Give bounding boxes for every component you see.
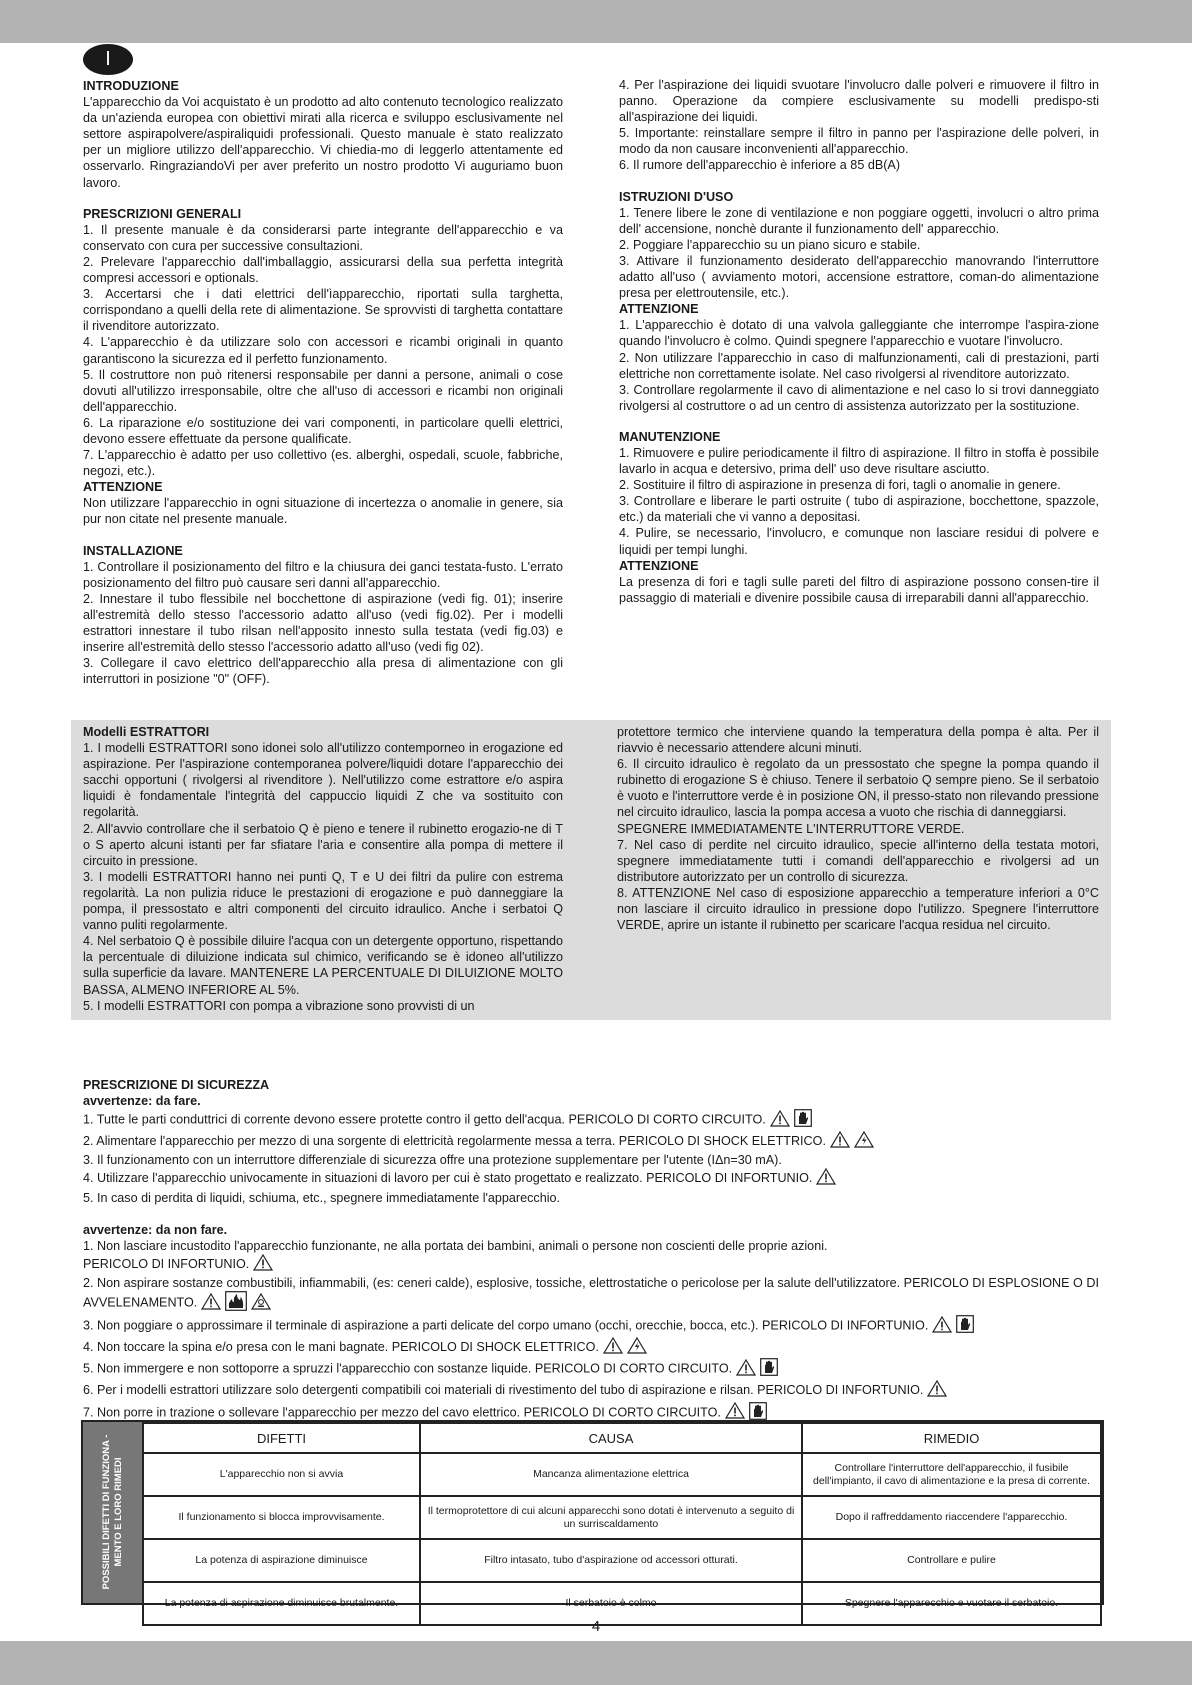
- table-row: [143, 1496, 1101, 1539]
- warning-icon: [201, 1293, 221, 1314]
- paragraph: 4. Nel serbatoio Q è possibile diluire l'acqua con un detergente opportuno, rispettando la percentuale di diluizione indicata sul chimico, verificando se è idoneo all'utilizzo sulla superficie da lavare. MANTENERE LA PERCENTUALE DI DILUIZIONE MOLTO BASSA, ALMENO INFERIORE AL 5%.: [83, 934, 563, 997]
- paragraph: 2. Non utilizzare l'apparecchio in caso di malfunzionamenti, cali di prestazioni, parti elettriche non correttamente isolate. Nel caso rivolgersi al rivenditore autorizzato.: [619, 350, 1099, 381]
- table-cell: Spegnere l'apparecchio e vuotare il serbatoio.: [802, 1582, 1101, 1625]
- paragraph: 1. L'apparecchio è dotato di una valvola galleggiante che interrompe l'aspira-zione quando l'involucro è colmo. Quindi spegnere l'apparecchio e vuotare l'involucro.: [619, 318, 1099, 349]
- warning-icon: [816, 1168, 836, 1189]
- table-cell: Dopo il raffreddamento riaccendere l'apparecchio.: [802, 1496, 1101, 1539]
- table-side-text: POSSIBILI DIFETTI DI FUNZIONA - MENTO E LORO RIMEDI: [101, 1434, 124, 1590]
- header-difetti: DIFETTI: [143, 1423, 420, 1453]
- table-cell: Filtro intasato, tubo d'aspirazione od accessori otturati.: [420, 1539, 802, 1582]
- paragraph: La presenza di fori e tagli sulle pareti del filtro di aspirazione possono consen-tire il passaggio di materiali e divenire possibile causa di irreparabili danni all'apparecchio.: [619, 574, 1099, 605]
- defects-table: [81, 1420, 1104, 1609]
- safety-item: [83, 1315, 1113, 1337]
- paragraph: SPEGNERE IMMEDIATAMENTE L'INTERRUTTORE VERDE.: [617, 821, 965, 836]
- defects-grid: [142, 1422, 1102, 1626]
- warning-icon: [770, 1110, 790, 1131]
- section-heading: Modelli ESTRATTORI: [83, 725, 210, 739]
- paragraph: 2. Innestare il tubo flessibile nel bocchettone di aspirazione (vedi fig. 01); inserire all'estremità dello stesso l'accessorio adatto all'uso (vedi fig.02). Per i modelli estrattori innestare il tubo rilsan nell'apposito innesto sulla testata (vedi fig.03) e inserire all'estremità dello stesso l'accessorio adatto all'uso (vedi fig 02).: [83, 591, 563, 655]
- paragraph: 2. Poggiare l'apparecchio su un piano sicuro e stabile.: [619, 237, 921, 252]
- safety-item-text: 1. Tutte le parti conduttrici di corrente devono essere protette contro il getto dell'acqua. PERICOLO DI CORTO CIRCUITO.: [83, 1112, 766, 1127]
- paragraph: 6. Il circuito idraulico è regolato da un pressostato che spegne la pompa quando il rubinetto di erogazione S è chiuso. Tenere il serbatoio Q sempre pieno. Se il serbatoio è vuoto e l'interruttore verde è in posizione ON, il presso-stato non rilevando pressione nel circuito idraulico, lascia la pompa accesa a vuoto che rischia di danneggiarsi.: [617, 757, 1099, 820]
- table-cell: Il termoprotettore di cui alcuni apparecchi sono dotati è intervenuto a seguito di un surriscaldamento: [420, 1496, 802, 1539]
- safety-item: [83, 1168, 1113, 1189]
- section-gap: [83, 528, 563, 543]
- safety-item: [83, 1358, 1113, 1380]
- safety-item-text: 7. Non porre in trazione o sollevare l'apparecchio per mezzo del cavo elettrico. PERICOLO DI CORTO CIRCUITO.: [83, 1404, 721, 1419]
- safety-item: [83, 1238, 1113, 1254]
- header-causa: CAUSA: [420, 1423, 802, 1453]
- table-cell: L'apparecchio non si avvia: [143, 1453, 420, 1496]
- safety-item: [83, 1190, 1113, 1206]
- do-heading: avvertenze: da fare.: [83, 1094, 201, 1109]
- safety-item: [83, 1275, 1113, 1315]
- table-row: [143, 1453, 1101, 1496]
- hand-icon: [956, 1315, 974, 1337]
- safety-item-text: 2. Non aspirare sostanze combustibili, infiammabili, (es: ceneri calde), esplosive, tossiche, elettrostatiche o pericolose per la salute dell'utilizzatore. PERICOLO DI ESPLOSIONE O DI AVVELENAMENTO.: [83, 1275, 1099, 1310]
- section-gap: [619, 414, 1099, 429]
- paragraph: 6. Il rumore dell'apparecchio è inferiore a 85 dB(A): [619, 158, 901, 173]
- paragraph: 6. La riparazione e/o sostituzione dei vari componenti, in particolare quelli elettrici, devono essere effettuate da persone qualificate.: [83, 415, 563, 446]
- safety-item-text: PERICOLO DI INFORTUNIO.: [83, 1256, 250, 1271]
- safety-item-text: 6. Per i modelli estrattori utilizzare solo detergenti compatibili coi materiali di rivestimento del tubo di aspirazione e rilsan. PERICOLO DI INFORTUNIO.: [83, 1383, 924, 1398]
- safety-title: PRESCRIZIONE DI SICUREZZA: [83, 1078, 270, 1092]
- attention-heading: ATTENZIONE: [619, 558, 699, 573]
- paragraph: Non utilizzare l'apparecchio in ogni situazione di incertezza o anomalie in genere, sia pur non citate nel presente manuale.: [83, 496, 563, 527]
- safety-item-text: 5. In caso di perdita di liquidi, schiuma, etc., spegnere immediatamente l'apparecchio.: [83, 1190, 561, 1205]
- safety-item: [83, 1152, 1113, 1168]
- warning-icon: [932, 1316, 952, 1337]
- section-heading: PRESCRIZIONI GENERALI: [83, 206, 242, 221]
- electric-icon: [627, 1337, 647, 1358]
- extractor-left-column: [83, 724, 563, 1014]
- do-list: [83, 1109, 1113, 1205]
- section-heading: ISTRUZIONI D'USO: [619, 189, 734, 204]
- safety-item: [83, 1337, 1113, 1358]
- safety-item-text: 5. Non immergere e non sottoporre a spruzzi l'apparecchio con sostanze liquide. PERICOLO DI CORTO CIRCUITO.: [83, 1361, 733, 1376]
- safety-item: [83, 1254, 1113, 1275]
- table-row: [143, 1539, 1101, 1582]
- paragraph: 5. Il costruttore non può ritenersi responsabile per danni a persone, animali o cose dovuti all'utilizzo irresponsabile, oltre che all'uso di accessori e ricambi non originali dell'apparecchio.: [83, 367, 563, 414]
- warning-icon: [603, 1337, 623, 1358]
- paragraph: 2. Prelevare l'apparecchio dall'imballaggio, assicurarsi della sua perfetta integrità compresi accessori e optionals.: [83, 254, 563, 286]
- paragraph: 3. Attivare il funzionamento desiderato dell'apparecchio manovrando l'interruttore adatto all'uso ( avviamento motori, accensione estrattore, coman-do alimentazione presa per elettroutensile, etc.).: [619, 253, 1099, 301]
- paragraph: 7. Nel caso di perdite nel circuito idraulico, specie all'interno della testata motori, spegnere immediatamente tutti i comandi dell'apparecchio e rivolgersi ad un distributore autorizzato per un controllo di sicurezza.: [617, 837, 1099, 884]
- paragraph: 3. I modelli ESTRATTORI hanno nei punti Q, T e U dei filtri da pulire con estrema regolarità. La non pulizia riduce le prestazioni di erogazione e può danneggiare la pompa, il pressostato e altri componenti del circuito idraulico. Anche i serbatoi Q vanno puliti regolarmente.: [83, 869, 563, 933]
- safety-item: [83, 1131, 1113, 1152]
- safety-item-text: 4. Utilizzare l'apparecchio univocamente in situazioni di lavoro per cui è stato progettato e realizzato. PERICOLO DI INFORTUNIO.: [83, 1171, 813, 1186]
- section-gap: [619, 174, 1099, 189]
- safety-item-text: 2. Alimentare l'apparecchio per mezzo di una sorgente di elettricità regolarmente messa a terra. PERICOLO DI SHOCK ELETTRICO.: [83, 1134, 826, 1149]
- paragraph: 7. L'apparecchio è adatto per uso collettivo (es. alberghi, ospedali, scuole, fabbriche, negozi, etc.).: [83, 448, 563, 479]
- safety-item-text: 3. Non poggiare o approssimare il terminale di aspirazione a parti delicate del corpo umano (occhi, orecchie, bocca, etc.). PERICOLO DI INFORTUNIO.: [83, 1318, 929, 1333]
- paragraph: 4. Per l'aspirazione dei liquidi svuotare l'involucro dalle polveri e rimuovere il filtro in panno. Operazione da compiere esclusivamente su modelli predispo-sti all'aspirazione dei liquidi.: [619, 78, 1099, 125]
- safety-section: [83, 1077, 1113, 1424]
- page-number: 4: [591, 1618, 601, 1635]
- paragraph: 1. Rimuovere e pulire periodicamente il filtro di aspirazione. Il filtro in stoffa è possibile lavarlo in acqua e detersivo, prima dell' uso deve risultare asciutto.: [619, 445, 1099, 477]
- warning-icon: [253, 1254, 273, 1275]
- language-badge: I: [83, 44, 133, 75]
- safety-item: [83, 1109, 1113, 1131]
- paragraph: 3. Controllare regolarmente il cavo di alimentazione e nel caso lo si trovi danneggiato rivolgersi al costruttore o ad un centro di assistenza autorizzato per la sostituzione.: [619, 382, 1099, 413]
- warning-icon: [830, 1131, 850, 1152]
- paragraph: 1. I modelli ESTRATTORI sono idonei solo all'utilizzo contemporneo in erogazione ed aspirazione. Per l'aspirazione contemporanea polvere/liquidi dotare l'apparecchio dei sacchi opportuni ( rivolgersi al rivenditore ). Nell'utilizzo come estrattore e/o aspira liquidi è fondamentale l'integrità del cappuccio liquidi Z che va sostituito con regolarità.: [83, 741, 563, 820]
- attention-heading: ATTENZIONE: [83, 480, 163, 495]
- hand-icon: [794, 1109, 812, 1131]
- section-heading: INTRODUZIONE: [83, 79, 179, 93]
- paragraph: L'apparecchio da Voi acquistato è un prodotto ad alto contenuto tecnologico realizzato da un'azienda europea con obiettivi mirati alla ricerca e sviluppo esclusivamente nel settore aspirapolvere/aspiraliquidi professionali. Questo manuale è stato realizzato per un migliore utilizzo dell'apparecchio. Vi chiedia-mo di leggerlo attentamente ed osservarlo. RingraziandoVi per aver preferito un nostro prodotto Vi auguriamo buon lavoro.: [83, 95, 563, 190]
- paragraph: 1. Il presente manuale è da considerarsi parte integrante dell'apparecchio e va conservato con cura per successive consultazioni.: [83, 222, 563, 253]
- table-cell: La potenza di aspirazione diminuisce brutalmente.: [143, 1582, 420, 1625]
- paragraph: 3. Collegare il cavo elettrico dell'apparecchio alla presa di alimentazione con gli interruttori in posizione "0" (OFF).: [83, 656, 563, 687]
- paragraph: 5. Importante: reinstallare sempre il filtro in panno per l'aspirazione delle polveri, in modo da non causare inconvenienti all'apparecchio.: [619, 126, 1099, 157]
- paragraph: 2. All'avvio controllare che il serbatoio Q è pieno e tenere il rubinetto erogazio-ne di T o S aperto alcuni istanti per far sfiatare l'aria e consentire alla pompa di mettere il circuito in pressione.: [83, 821, 563, 868]
- section-heading: INSTALLAZIONE: [83, 543, 183, 558]
- table-side-label: [83, 1422, 142, 1603]
- electric-icon: [854, 1131, 874, 1152]
- warning-icon: [736, 1359, 756, 1380]
- bottom-band: [0, 1641, 1192, 1685]
- left-column-top: [83, 78, 563, 687]
- flame-icon: [225, 1291, 247, 1315]
- dont-list: [83, 1238, 1113, 1424]
- attention-heading: ATTENZIONE: [619, 302, 699, 317]
- table-cell: Controllare e pulire: [802, 1539, 1101, 1582]
- table-cell: La potenza di aspirazione diminuisce: [143, 1539, 420, 1582]
- toxic-icon: [251, 1293, 271, 1314]
- top-band: [0, 0, 1192, 43]
- paragraph: protettore termico che interviene quando la temperatura della pompa è alta. Per il riavvio è necessario attendere alcuni minuti.: [617, 725, 1099, 756]
- section-gap: [83, 191, 563, 206]
- extractor-right-column: [617, 724, 1099, 933]
- safety-item-text: 4. Non toccare la spina e/o presa con le mani bagnate. PERICOLO DI SHOCK ELETTRICO.: [83, 1340, 599, 1355]
- paragraph: 5. I modelli ESTRATTORI con pompa a vibrazione sono provvisti di un: [83, 998, 475, 1013]
- safety-item: [83, 1380, 1113, 1401]
- section-heading: MANUTENZIONE: [619, 429, 721, 444]
- table-cell: Il funzionamento si blocca improvvisamente.: [143, 1496, 420, 1539]
- paragraph: 3. Accertarsi che i dati elettrici dell'ìapparecchio, riportati sulla targhetta, corrispondano a quelli della rete di alimentazione. Se sprovvisti di targhetta contattare il rivenditore autorizzato.: [83, 287, 563, 334]
- paragraph: 2. Sostituire il filtro di aspirazione in presenza di fori, tagli o anomalie in genere.: [619, 478, 1061, 493]
- safety-item-text: 3. Il funzionamento con un interruttore differenziale di sicurezza offre una protezione supplementare per l'utente (IΔn=30 mA).: [83, 1153, 782, 1168]
- hand-icon: [760, 1358, 778, 1380]
- paragraph: 8. ATTENZIONE Nel caso di esposizione apparecchio a temperature inferiori a 0°C non lasciare il circuito idraulico in pressione dopo l'utilizzo. Spegnere l'interruttore VERDE, aprire un istante il rubinetto per scaricare l'acqua residua nel circuito.: [617, 885, 1099, 933]
- paragraph: 4. Pulire, se necessario, l'involucro, e comunque non lasciare residui di polvere e liquidi per tempi lunghi.: [619, 526, 1099, 557]
- right-column-top: [619, 77, 1099, 606]
- safety-item-text: 1. Non lasciare incustodito l'apparecchio funzionante, ne alla portata dei bambini, animali o persone non coscienti delle proprie azioni.: [83, 1238, 828, 1253]
- paragraph: 1. Controllare il posizionamento del filtro e la chiusura dei ganci testata-fusto. L'errato posizionamento del filtro può causare seri danni all'apparecchio.: [83, 559, 563, 590]
- table-cell: Mancanza alimentazione elettrica: [420, 1453, 802, 1496]
- paragraph: 4. L'apparecchio è da utilizzare solo con accessori e ricambi originali in quanto garantiscono la sicurezza ed il perfetto funzionamento.: [83, 335, 563, 366]
- warning-icon: [927, 1380, 947, 1401]
- table-cell: Il serbatoio è colmo: [420, 1582, 802, 1625]
- paragraph: 3. Controllare e liberare le parti ostruite ( tubo di aspirazione, bocchettone, spazzole, etc.) da materiali che vi vanno a depositasi.: [619, 494, 1099, 525]
- header-rimedio: RIMEDIO: [802, 1423, 1101, 1453]
- table-cell: Controllare l'interruttore dell'apparecchio, il fusibile dell'impianto, il cavo di alimentazione e la presa di corrente.: [802, 1453, 1101, 1496]
- paragraph: 1. Tenere libere le zone di ventilazione e non poggiare oggetti, involucri o altro prima dell' accensione, nonchè durante il funzionamento dell' apparecchio.: [619, 205, 1099, 236]
- dont-heading: avvertenze: da non fare.: [83, 1222, 228, 1237]
